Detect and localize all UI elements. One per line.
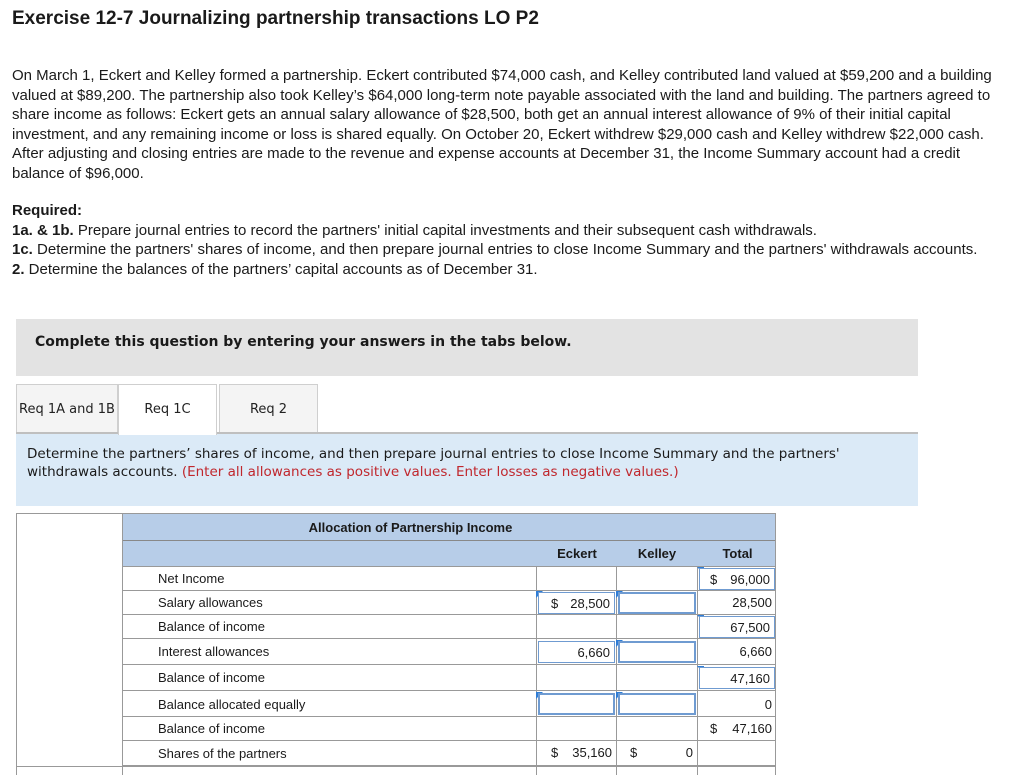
tab-instruction-note: (Enter all allowances as positive values. Enter losses as negative values.) (181, 464, 679, 480)
cell-value: 67,500 (730, 620, 770, 635)
row-label: Balance of income (158, 619, 265, 634)
row-label: Balance allocated equally (158, 697, 306, 712)
requirements (12, 201, 1016, 279)
instruction-banner (16, 319, 918, 376)
allocation-table-title: Allocation of Partnership Income (308, 520, 513, 535)
cell-value: 96,000 (730, 572, 770, 587)
req-num-2: 2. (12, 260, 25, 278)
interest-total-value: 6,660 (739, 644, 772, 659)
problem-statement: On March 1, Eckert and Kelley formed a partnership. Eckert contributed $74,000 cash, and Kelley contributed land valued at $59,200 and a building valued at $89,200. The partnership also took Kelley’s $64,000 long-term note payable associated with the land and building. The partners agreed to share income as follows: Eckert gets an annual salary allowance of $28,500, both get an annual interest allowance of 9% of their initial capital investment, and any remaining income or loss is shared equally. On October 20, Eckert withdrew $29,000 cash and Kelley withdrew $22,000 cash. After adjusting and closing entries are made to the revenue and expense accounts at December 31, the Income Summary account had a credit balance of $96,000. (12, 67, 992, 182)
table-row-balance-of-income (122, 615, 776, 639)
equal-eckert-input[interactable] (538, 693, 615, 715)
page-title: Exercise 12-7 Journalizing partnership transactions LO P2 (12, 8, 539, 29)
net-income-total-input[interactable] (699, 568, 775, 590)
tab-req-2[interactable] (219, 384, 318, 432)
dollar-sign: $ (710, 572, 718, 587)
table-row-balance-of-income (122, 717, 776, 741)
balance-total-input[interactable] (699, 616, 775, 638)
tab-req-1a-1b[interactable] (16, 384, 118, 432)
col-header-eckert: Eckert (557, 546, 597, 561)
tab-instruction-text: Determine the partners’ shares of income, and then prepare journal entries to close Income Summary and the partners' withdrawals accounts. (27, 446, 840, 480)
col-header-total: Total (722, 546, 753, 561)
table-bottom-rule (16, 766, 776, 767)
row-label: Shares of the partners (158, 746, 287, 761)
req-num-1ab: 1a. & 1b. (12, 221, 74, 239)
final-balance-total-value: 47,160 (732, 721, 772, 736)
cell-value: 6,660 (577, 645, 610, 660)
tab-label: Req 2 (249, 402, 288, 417)
equal-total-value: 0 (764, 697, 772, 712)
balance-total-input[interactable] (699, 667, 775, 689)
table-row-net-income (122, 567, 776, 591)
shares-eckert-value: 35,160 (572, 745, 612, 760)
row-label: Salary allowances (158, 595, 263, 610)
req-num-1c: 1c. (12, 241, 33, 258)
salary-total-value: 28,500 (732, 595, 772, 610)
req-text-1ab: Prepare journal entries to record the partners' initial capital investments and their subsequent cash withdrawals. (73, 221, 817, 239)
table-row-balance-of-income (122, 665, 776, 691)
allocation-table-header (122, 513, 776, 567)
tab-label: Req 1C (144, 402, 191, 417)
salary-eckert-input[interactable] (538, 592, 615, 614)
row-label: Interest allowances (158, 644, 270, 659)
dollar-sign: $ (551, 745, 559, 760)
req-text-2: Determine the balances of the partners’ capital accounts as of December 31. (24, 260, 538, 278)
equal-kelley-input[interactable] (618, 693, 696, 715)
interest-kelley-input[interactable] (618, 641, 696, 663)
dollar-sign: $ (710, 721, 718, 736)
tab-req-1c[interactable] (118, 384, 217, 435)
req-text-1c: Determine the partners' shares of income, and then prepare journal entries to close Income Summary and the partners' withdrawals accounts. (32, 241, 978, 258)
dollar-sign: $ (551, 596, 559, 611)
tab-label: Req 1A and 1B (19, 402, 115, 417)
required-heading: Required: (12, 202, 83, 219)
cell-value: 28,500 (570, 596, 610, 611)
shares-kelley-value: 0 (685, 745, 693, 760)
salary-kelley-input[interactable] (618, 592, 696, 614)
row-label: Net Income (158, 571, 225, 586)
row-label: Balance of income (158, 721, 265, 736)
tab-instructions (16, 434, 918, 506)
row-label: Balance of income (158, 670, 265, 685)
header-rule (123, 540, 775, 541)
instruction-text: Complete this question by entering your answers in the tabs below. (35, 334, 572, 350)
col-header-kelley: Kelley (637, 546, 677, 561)
dollar-sign: $ (630, 745, 638, 760)
cell-value: 47,160 (730, 671, 770, 686)
interest-eckert-input[interactable] (538, 641, 615, 663)
